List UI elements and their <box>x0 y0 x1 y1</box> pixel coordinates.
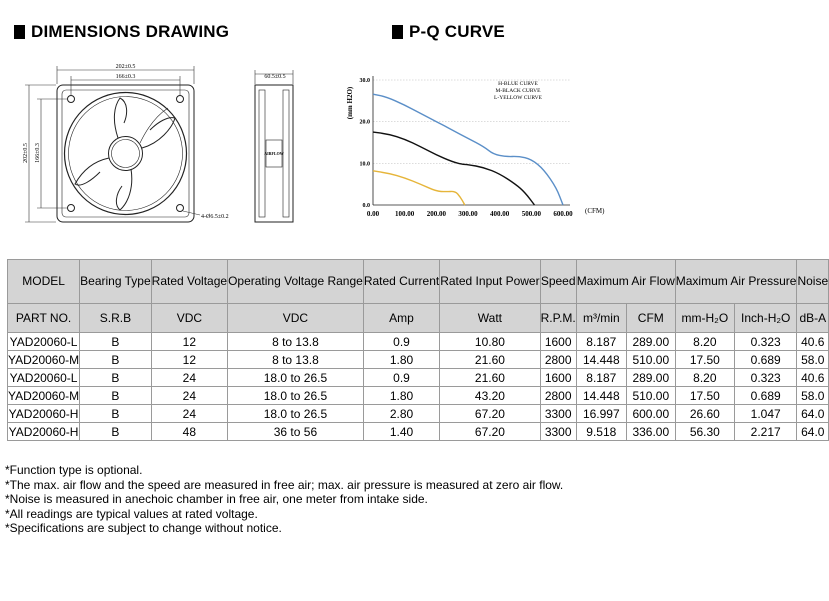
subheader-cfm: CFM <box>626 304 675 333</box>
cell-speed: 3300 <box>540 405 576 423</box>
cell-airflow-cfm: 289.00 <box>626 369 675 387</box>
cell-speed: 2800 <box>540 351 576 369</box>
fan-hub <box>109 137 143 171</box>
cell-airflow-cfm: 336.00 <box>626 423 675 441</box>
header-operating-voltage: Operating Voltage Range <box>228 260 364 304</box>
cell-bearing-type: B <box>80 423 152 441</box>
cell-input-power: 21.60 <box>440 369 540 387</box>
header-rated-voltage: Rated Voltage <box>151 260 227 304</box>
x-tick-label: 500.00 <box>521 210 541 218</box>
mount-hole <box>177 205 184 212</box>
header-noise: Noise <box>797 260 829 304</box>
hole-diameter-label: 4-Ø6.5±0.2 <box>201 214 229 220</box>
subheader-part-no: PART NO. <box>8 304 80 333</box>
cell-airflow-m3: 8.187 <box>576 333 626 351</box>
cell-rated-voltage: 24 <box>151 369 227 387</box>
series-line-m <box>373 132 535 205</box>
cell-voltage-range: 8 to 13.8 <box>228 333 364 351</box>
cell-pressure-mmh2o: 26.60 <box>675 405 734 423</box>
brand-label: AIRFLOW <box>264 151 284 156</box>
subheader-amp: Amp <box>363 304 439 333</box>
fan-ring-inner <box>69 97 183 211</box>
cell-bearing-type: B <box>80 351 152 369</box>
cell-voltage-range: 8 to 13.8 <box>228 351 364 369</box>
series-line-h <box>373 94 563 205</box>
subheader-inch-h2o: Inch-H₂O <box>734 304 797 333</box>
y-tick-label: 20.0 <box>359 119 370 126</box>
cell-rated-voltage: 24 <box>151 405 227 423</box>
cell-input-power: 43.20 <box>440 387 540 405</box>
legend-l: L-YELLOW CURVE <box>494 95 542 101</box>
cell-input-power: 10.80 <box>440 333 540 351</box>
cell-rated-voltage: 12 <box>151 333 227 351</box>
square-bullet-icon <box>392 25 403 39</box>
subheader-watt: Watt <box>440 304 540 333</box>
x-axis-label: (CFM) <box>585 207 605 215</box>
x-tick-label: 300.00 <box>458 210 478 218</box>
legend-m: M-BLACK CURVE <box>495 88 541 94</box>
subheader-dba: dB-A <box>797 304 829 333</box>
fan-ring-outer <box>65 93 187 215</box>
hole-spacing-v-label: 166±0.3 <box>35 143 41 163</box>
header-rated-current: Rated Current <box>363 260 439 304</box>
cell-airflow-cfm: 510.00 <box>626 387 675 405</box>
table-row <box>8 333 829 351</box>
overall-height-label: 202±0.5 <box>23 143 29 163</box>
cell-airflow-cfm: 600.00 <box>626 405 675 423</box>
table-row <box>8 405 829 423</box>
x-tick-labels <box>367 210 573 218</box>
header-model: MODEL <box>8 260 80 304</box>
cell-pressure-inchh2o: 0.323 <box>734 369 797 387</box>
y-tick-label: 0.0 <box>362 203 370 209</box>
fan-blade-edge <box>140 108 168 143</box>
cell-noise: 40.6 <box>797 333 829 351</box>
cell-airflow-cfm: 510.00 <box>626 351 675 369</box>
y-tick-label: 30.0 <box>359 78 370 84</box>
mount-hole <box>177 96 184 103</box>
fan-blade <box>142 118 175 148</box>
cell-input-power: 21.60 <box>440 351 540 369</box>
square-bullet-icon <box>14 25 25 39</box>
dimensions-drawing <box>0 48 330 238</box>
table-row <box>8 369 829 387</box>
cell-speed: 1600 <box>540 333 576 351</box>
x-tick-label: 600.00 <box>553 210 573 218</box>
cell-speed: 3300 <box>540 423 576 441</box>
note: *The max. air flow and the speed are measured in free air; max. air pressure is measured at zero air flow. <box>5 477 564 492</box>
fan-blade <box>114 98 126 138</box>
series-line-l <box>373 171 465 205</box>
subheader-rpm: R.P.M. <box>540 304 576 333</box>
cell-pressure-inchh2o: 0.323 <box>734 333 797 351</box>
cell-rated-current: 0.9 <box>363 369 439 387</box>
cell-rated-current: 0.9 <box>363 333 439 351</box>
x-tick-label: 400.00 <box>490 210 510 218</box>
cell-pressure-mmh2o: 17.50 <box>675 387 734 405</box>
front-dimension-lines <box>25 66 200 222</box>
cell-voltage-range: 18.0 to 26.5 <box>228 387 364 405</box>
cell-bearing-type: B <box>80 405 152 423</box>
header-rated-input-power: Rated Input Power <box>440 260 540 304</box>
table-row <box>8 387 829 405</box>
cell-speed: 1600 <box>540 369 576 387</box>
cell-rated-current: 1.80 <box>363 351 439 369</box>
cell-part-no: YAD20060-M <box>8 388 80 403</box>
fan-front-view <box>57 85 194 222</box>
cell-rated-current: 1.40 <box>363 423 439 441</box>
cell-noise: 64.0 <box>797 405 829 423</box>
cell-part-no: YAD20060-H <box>8 406 79 421</box>
cell-airflow-cfm: 289.00 <box>626 333 675 351</box>
cell-pressure-mmh2o: 17.50 <box>675 351 734 369</box>
fan-frame-inner <box>62 90 189 217</box>
header-max-air-flow: Maximum Air Flow <box>576 260 675 304</box>
cell-bearing-type: B <box>80 387 152 405</box>
cell-part-no: YAD20060-M <box>8 352 80 367</box>
cell-rated-current: 1.80 <box>363 387 439 405</box>
cell-voltage-range: 18.0 to 26.5 <box>228 405 364 423</box>
footnotes <box>5 463 563 536</box>
cell-input-power: 67.20 <box>440 423 540 441</box>
note: *Noise is measured in anechoic chamber in free air, one meter from intake side. <box>5 492 428 506</box>
subheader-mm-h2o: mm-H₂O <box>675 304 734 333</box>
pq-curve-chart <box>330 55 620 225</box>
spec-table <box>7 259 829 441</box>
cell-bearing-type: B <box>80 369 152 387</box>
spec-table-body <box>8 333 829 441</box>
cell-speed: 2800 <box>540 387 576 405</box>
note: *Specifications are subject to change without notice. <box>5 521 282 535</box>
subheader-vdc-range: VDC <box>228 304 364 333</box>
cell-airflow-m3: 16.997 <box>576 405 626 423</box>
x-tick-label: 0.00 <box>366 210 380 218</box>
cell-pressure-inchh2o: 2.217 <box>734 423 797 441</box>
cell-noise: 58.0 <box>797 387 829 405</box>
header-speed: Speed <box>540 260 576 304</box>
hole-spacing-h-label: 166±0.3 <box>115 74 136 80</box>
cell-airflow-m3: 14.448 <box>576 351 626 369</box>
cell-bearing-type: B <box>80 333 152 351</box>
cell-pressure-inchh2o: 0.689 <box>734 351 797 369</box>
dimensions-title-text: DIMENSIONS DRAWING <box>31 22 230 41</box>
fan-hub-inner <box>112 140 140 168</box>
cell-pressure-mmh2o: 8.20 <box>675 333 734 351</box>
header-max-air-pressure: Maximum Air Pressure <box>675 260 797 304</box>
cell-rated-voltage: 48 <box>151 423 227 441</box>
side-flange <box>283 90 289 217</box>
cell-airflow-m3: 8.187 <box>576 369 626 387</box>
depth-label: 60.5±0.5 <box>264 74 286 80</box>
fan-blades <box>75 98 175 210</box>
fan-blade <box>116 169 131 210</box>
subheader-srb: S.R.B <box>80 304 152 333</box>
overall-width-label: 202±0.5 <box>115 64 136 70</box>
cell-pressure-mmh2o: 8.20 <box>675 369 734 387</box>
y-axis-label: (mm H2O) <box>346 86 354 120</box>
cell-part-no: YAD20060-H <box>8 424 79 439</box>
legend-h: H-BLUE CURVE <box>498 81 538 87</box>
cell-airflow-m3: 14.448 <box>576 387 626 405</box>
subheader-vdc: VDC <box>151 304 227 333</box>
cell-voltage-range: 18.0 to 26.5 <box>228 369 364 387</box>
cell-airflow-m3: 9.518 <box>576 423 626 441</box>
mount-hole <box>68 96 75 103</box>
cell-pressure-inchh2o: 1.047 <box>734 405 797 423</box>
chart-legend <box>494 81 543 101</box>
cell-part-no: YAD20060-L <box>8 333 80 351</box>
cell-noise: 64.0 <box>797 423 829 441</box>
chart-series <box>373 94 563 205</box>
y-tick-label: 10.0 <box>359 161 370 168</box>
cell-pressure-mmh2o: 56.30 <box>675 423 734 441</box>
dimensions-drawing-title <box>14 22 229 42</box>
note: *Function type is optional. <box>5 463 143 477</box>
cell-voltage-range: 36 to 56 <box>228 423 364 441</box>
y-tick-labels <box>360 78 371 209</box>
subheader-m3-min: m³/min <box>576 304 626 333</box>
cell-rated-voltage: 24 <box>151 387 227 405</box>
cell-input-power: 67.20 <box>440 405 540 423</box>
cell-rated-current: 2.80 <box>363 405 439 423</box>
cell-rated-voltage: 12 <box>151 351 227 369</box>
header-bearing-type: Bearing Type <box>80 260 152 304</box>
table-row <box>8 423 829 441</box>
mount-hole <box>68 205 75 212</box>
table-row <box>8 351 829 369</box>
pq-curve-title <box>392 22 505 42</box>
pq-title-text: P-Q CURVE <box>409 22 505 41</box>
fan-blade <box>75 158 109 185</box>
cell-part-no: YAD20060-L <box>8 369 80 387</box>
x-tick-label: 200.00 <box>426 210 446 218</box>
cell-pressure-inchh2o: 0.689 <box>734 387 797 405</box>
note: *All readings are typical values at rated voltage. <box>5 506 258 521</box>
x-tick-label: 100.00 <box>395 210 415 218</box>
cell-noise: 58.0 <box>797 351 829 369</box>
cell-noise: 40.6 <box>797 369 829 387</box>
